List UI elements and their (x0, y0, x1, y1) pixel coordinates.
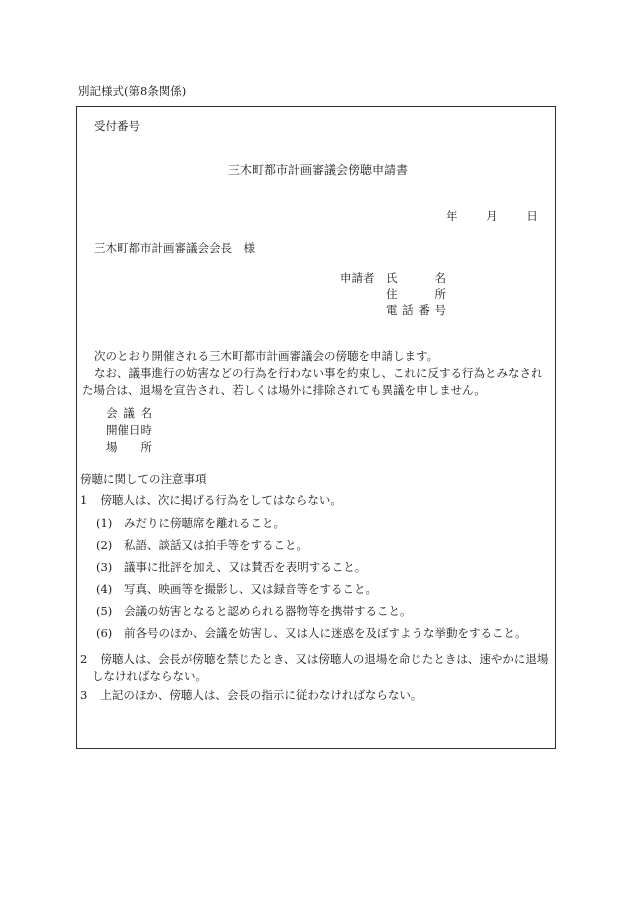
sub-item-text: 写真、映画等を撮影し、又は録音等をすること。 (124, 582, 377, 596)
day-label: 日 (526, 209, 538, 223)
receipt-number-label: 受付番号 (94, 119, 140, 133)
application-statement (82, 348, 552, 399)
sub-item-number: (1) (96, 516, 113, 530)
applicant-name-field: 氏 名 (386, 271, 446, 285)
statement-paragraph-2: なお、議事進行の妨害などの行為を行わない事を約束し、これに反する行為とみなされた場合は、退場を宣告され、若しくは場外に排除されても異議を申しません。 (82, 366, 543, 397)
note-number: 3 (80, 688, 88, 702)
note-number: 1 (80, 493, 88, 507)
note-text: 上記のほか、傍聴人は、会長の指示に従わなければならない。 (100, 688, 423, 702)
meeting-datetime-label: 開催日時 (106, 423, 152, 437)
meeting-name-label: 会 議 名 (106, 406, 152, 420)
addressee: 三木町都市計画審議会会長 様 (94, 241, 255, 255)
note-sub-item-4 (96, 584, 377, 596)
notes-heading: 傍聴に関しての注意事項 (80, 472, 207, 486)
note-text: 傍聴人は、次に掲げる行為をしてはならない。 (100, 493, 342, 507)
sub-item-number: (6) (96, 626, 113, 640)
note-text: 傍聴人は、会長が傍聴を禁じたとき、又は傍聴人の退場を命じたときは、速やかに退場しなければならない。 (92, 652, 549, 683)
note-sub-item-3 (96, 562, 366, 574)
sub-item-number: (5) (96, 604, 113, 618)
sub-item-number: (2) (96, 538, 113, 552)
note-item-3 (80, 690, 422, 702)
note-item-1 (80, 495, 342, 507)
sub-item-number: (3) (96, 560, 113, 574)
sub-item-text: 議事に批評を加え、又は賛否を表明すること。 (124, 560, 367, 574)
applicant-label: 申請者 (340, 271, 375, 285)
sub-item-number: (4) (96, 582, 113, 596)
form-label: 別記様式(第8条関係) (78, 84, 187, 98)
meeting-place-label: 場 所 (106, 440, 152, 454)
sub-item-text: 会議の妨害となると認められる器物等を携帯すること。 (124, 604, 412, 618)
note-sub-item-1 (96, 518, 285, 530)
year-label: 年 (446, 209, 458, 223)
applicant-address-field: 住 所 (386, 287, 446, 301)
sub-item-text: 前各号のほか、会議を妨害し、又は人に迷惑を及ぼすような挙動をすること。 (124, 626, 527, 640)
sub-item-text: みだりに傍聴席を離れること。 (124, 516, 285, 530)
month-label: 月 (486, 209, 498, 223)
statement-paragraph-1: 次のとおり開催される三木町都市計画審議会の傍聴を申請します。 (94, 349, 439, 363)
sub-item-text: 私語、談話又は拍手等をすること。 (124, 538, 308, 552)
applicant-phone-field: 電話番号 (386, 303, 446, 317)
note-number: 2 (80, 652, 88, 666)
note-sub-item-6 (96, 628, 527, 640)
note-item-2 (80, 651, 550, 685)
note-sub-item-5 (96, 606, 412, 618)
note-sub-item-2 (96, 540, 308, 552)
document-title: 三木町都市計画審議会傍聴申請書 (228, 163, 409, 177)
date-line (446, 211, 538, 223)
